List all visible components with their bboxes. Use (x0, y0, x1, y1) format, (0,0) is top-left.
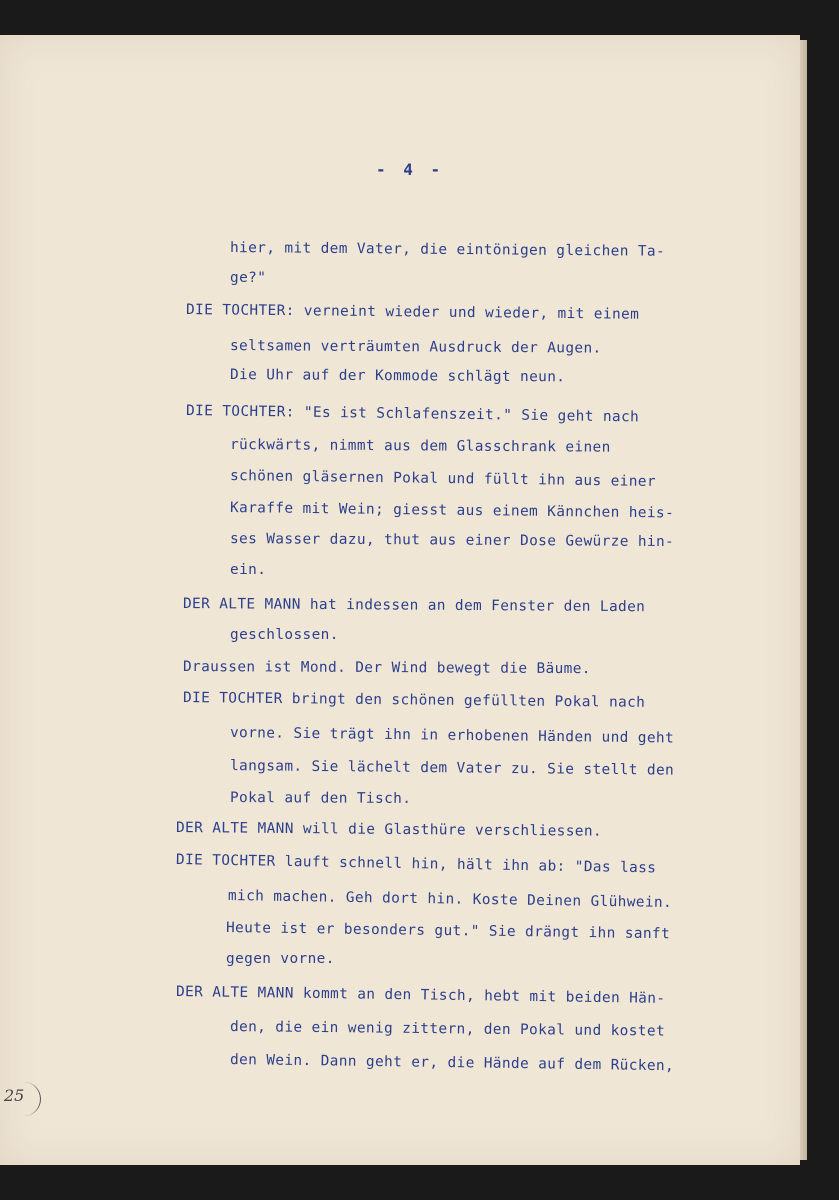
text-line: langsam. Sie lächelt dem Vater zu. Sie stellt den (229, 758, 675, 779)
text-line: hier, mit dem Vater, die eintönigen gleichen Ta- (229, 240, 666, 260)
text-line: DIE TOCHTER lauft schnell hin, hält ihn ab: "Das lass (175, 852, 657, 877)
text-line: DER ALTE MANN hat indessen an dem Fenster den Laden (182, 596, 646, 616)
text-line: DIE TOCHTER: "Es ist Schlafenszeit." Sie geht nach (185, 403, 640, 426)
text-line: DER ALTE MANN kommt an den Tisch, hebt mit beiden Hän- (175, 984, 666, 1007)
text-line: seltsamen verträumten Ausdruck der Augen. (229, 338, 602, 357)
text-line: Heute ist er besonders gut." Sie drängt ihn sanft (225, 920, 671, 943)
text-line: geschlossen. (230, 627, 339, 643)
text-line: den Wein. Dann geht er, die Hände auf dem Rücken, (229, 1052, 675, 1075)
text-line: schönen gläsernen Pokal und füllt ihn aus einer (229, 468, 657, 490)
text-line: Draussen ist Mond. Der Wind bewegt die Bäume. (182, 659, 591, 678)
text-line: den, die ein wenig zittern, den Pokal und kostet (229, 1019, 666, 1040)
page-number: - 4 - (376, 160, 445, 179)
text-line: DIE TOCHTER bringt den schönen gefüllten Pokal nach (182, 690, 646, 711)
page-edge (800, 40, 807, 1160)
text-line: gegen vorne. (226, 951, 335, 967)
text-line: DER ALTE MANN will die Glasthüre verschliessen. (175, 820, 603, 840)
text-line: DIE TOCHTER: verneint wieder und wieder, mit einem (185, 302, 640, 323)
text-line: Pokal auf den Tisch. (229, 790, 412, 807)
text-line: rückwärts, nimmt aus dem Glasschrank einen (229, 437, 611, 456)
text-line: Die Uhr auf der Kommode schlägt neun. (229, 367, 566, 386)
text-line: vorne. Sie trägt ihn in erhobenen Händen und geht (229, 725, 675, 747)
text-line: ses Wasser dazu, thut aus einer Dose Gewürze hin- (229, 531, 675, 551)
text-line: mich machen. Geh dort hin. Koste Deinen Glühwein. (227, 888, 673, 911)
margin-annotation: 25 (4, 1086, 25, 1105)
text-line: Karaffe mit Wein; giesst aus einem Kännchen heis- (229, 500, 675, 522)
text-line: ge?" (230, 270, 267, 286)
text-line: ein. (230, 562, 267, 578)
